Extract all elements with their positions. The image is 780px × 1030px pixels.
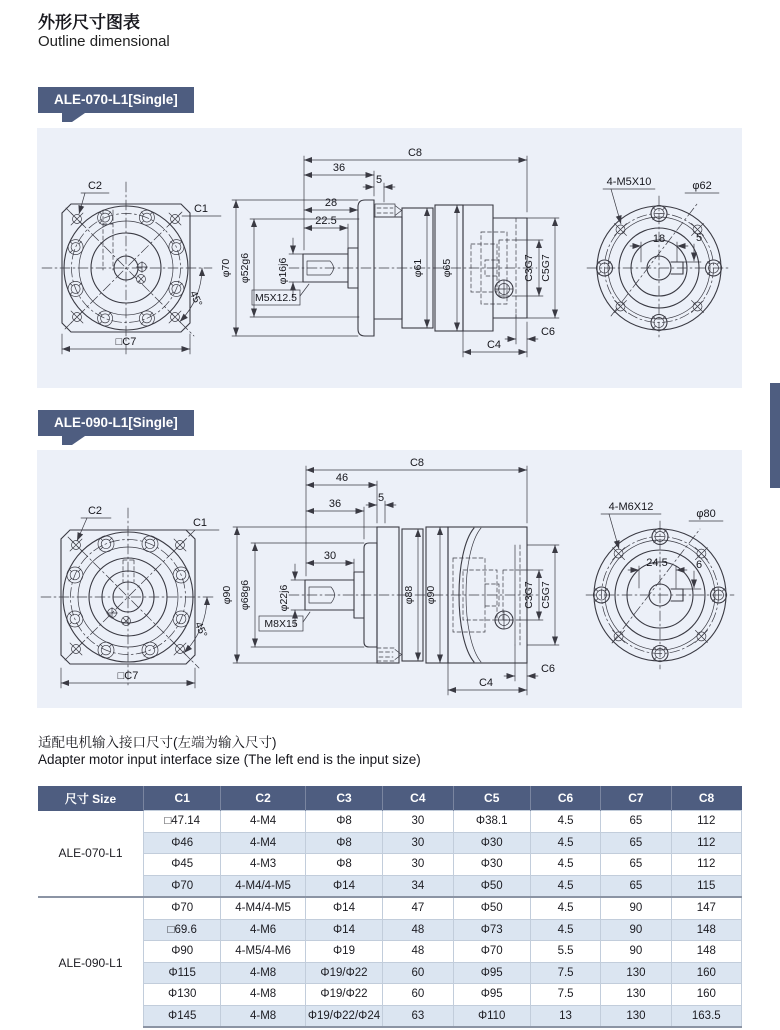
model-badge-090	[38, 410, 194, 436]
dim-tap: M8X15	[264, 618, 298, 630]
note-zh: 适配电机输入接口尺寸(左端为输入尺寸)	[38, 735, 277, 750]
table-cell: Φ30	[453, 832, 530, 854]
group-label: ALE-070-L1	[38, 811, 144, 898]
dim-c6: C6	[540, 663, 556, 675]
dim-body-dia1: φ61	[412, 258, 424, 278]
front-view-090	[41, 505, 219, 688]
dim-c4: C4	[478, 677, 494, 689]
table-cell: 4-M8	[221, 962, 305, 984]
table-cell: 4.5	[530, 875, 600, 897]
dim-body-dia2: φ90	[425, 585, 437, 605]
label-angle: 45°	[192, 620, 210, 640]
table-cell: 47	[383, 897, 453, 919]
page-title-zh: 外形尺寸图表	[38, 13, 140, 32]
table-cell: 115	[671, 875, 741, 897]
table-cell: 7.5	[530, 962, 600, 984]
table-cell: 4.5	[530, 897, 600, 919]
badge-tail	[62, 436, 85, 445]
dim-bore2: C5G7	[540, 254, 552, 282]
label-c7: □C7	[115, 336, 137, 348]
column-header: C4	[383, 786, 453, 811]
table-cell: 30	[383, 854, 453, 876]
table-cell: 65	[601, 832, 671, 854]
table-cell: 48	[383, 941, 453, 963]
model-badge-070	[38, 87, 194, 113]
drawing-panel-070	[37, 128, 742, 388]
rear-view-070	[587, 176, 731, 340]
drawing-panel-090	[37, 450, 742, 708]
table-cell: Φ145	[144, 1005, 221, 1027]
table-cell: 4.5	[530, 832, 600, 854]
table-cell: Φ8	[305, 811, 382, 833]
table-cell: Φ50	[453, 875, 530, 897]
label-c7: □C7	[117, 670, 139, 682]
dim-body-dia1: φ88	[403, 585, 415, 605]
dim-46: 46	[335, 472, 349, 484]
label-c2: C2	[87, 505, 103, 517]
dim-5: 5	[375, 174, 383, 186]
dim-key-6: 6	[695, 559, 703, 571]
table-cell: 60	[383, 962, 453, 984]
dim-bore1: C3G7	[523, 254, 535, 282]
table-cell: Φ73	[453, 919, 530, 941]
table-cell: Φ130	[144, 984, 221, 1006]
table-cell: 4-M4/4-M5	[221, 875, 305, 897]
table-cell: Φ45	[144, 854, 221, 876]
table-cell: 4.5	[530, 919, 600, 941]
dim-28: 28	[324, 197, 338, 209]
table-cell: □47.14	[144, 811, 221, 833]
column-header: C6	[530, 786, 600, 811]
table-row	[38, 962, 742, 984]
table-cell: Φ70	[453, 941, 530, 963]
table-cell: 13	[530, 1005, 600, 1027]
table-cell: 4-M4/4-M5	[221, 897, 305, 919]
size-column-header: 尺寸 Size	[38, 786, 144, 811]
label-c1: C1	[192, 517, 208, 529]
table-cell: 65	[601, 875, 671, 897]
table-cell: 90	[601, 919, 671, 941]
table-row	[38, 919, 742, 941]
column-header: C7	[601, 786, 671, 811]
table-cell: 4.5	[530, 854, 600, 876]
front-view-070	[42, 180, 221, 354]
table-cell: Φ95	[453, 984, 530, 1006]
dim-c8: C8	[409, 457, 425, 469]
label-angle: 45°	[187, 289, 205, 309]
column-header: C1	[144, 786, 221, 811]
badge-tail	[62, 113, 85, 122]
dim-24-5: 24.5	[646, 557, 668, 569]
table-cell: 160	[671, 984, 741, 1006]
dim-30: 30	[323, 550, 337, 562]
table-cell: 4-M4	[221, 811, 305, 833]
table-cell: 4-M8	[221, 1005, 305, 1027]
table-row	[38, 875, 742, 897]
dim-body-dia2: φ65	[441, 258, 453, 278]
page-edge-tab	[770, 383, 780, 488]
table-cell: 130	[601, 962, 671, 984]
table-row	[38, 832, 742, 854]
table-cell: Φ19/Φ22	[305, 962, 382, 984]
dim-36: 36	[332, 162, 346, 174]
table-cell: 4.5	[530, 811, 600, 833]
table-row	[38, 854, 742, 876]
dim-36: 36	[328, 498, 342, 510]
model-badge-070-label: ALE-070-L1[Single]	[54, 92, 178, 107]
rear-view-090	[586, 501, 734, 669]
table-cell: 60	[383, 984, 453, 1006]
table-cell: 48	[383, 919, 453, 941]
table-row	[38, 984, 742, 1006]
dim-5: 5	[377, 492, 385, 504]
table-row	[38, 941, 742, 963]
table-cell: Φ19	[305, 941, 382, 963]
table-cell: 4-M8	[221, 984, 305, 1006]
table-cell: 7.5	[530, 984, 600, 1006]
table-cell: Φ110	[453, 1005, 530, 1027]
table-cell: 90	[601, 897, 671, 919]
table-body	[38, 811, 742, 1028]
table-row	[38, 811, 742, 833]
dim-flange-dia: φ70	[220, 258, 232, 278]
dim-c6: C6	[540, 326, 556, 338]
table-cell: 160	[671, 962, 741, 984]
dim-pilot-dia: φ52g6	[239, 252, 251, 284]
table-cell: Φ14	[305, 897, 382, 919]
dim-flange-dia: φ90	[221, 585, 233, 605]
table-cell: 65	[601, 811, 671, 833]
dim-c8: C8	[407, 147, 423, 159]
table-cell: 148	[671, 941, 741, 963]
dim-22-5: 22.5	[315, 215, 337, 227]
side-view-070	[220, 147, 559, 357]
label-rear-dia: φ62	[692, 180, 712, 192]
dim-18: 18	[652, 233, 666, 245]
table-cell: 112	[671, 832, 741, 854]
table-row	[38, 897, 742, 919]
table-cell: Φ30	[453, 854, 530, 876]
table-cell: Φ50	[453, 897, 530, 919]
table-cell: 5.5	[530, 941, 600, 963]
dim-pilot-dia: φ68g6	[239, 579, 251, 611]
outline-drawing-070	[37, 128, 742, 388]
dim-tap: M5X12.5	[254, 292, 298, 304]
table-cell: Φ70	[144, 875, 221, 897]
dim-shaft-dia: φ16j6	[277, 257, 289, 285]
table-cell: 112	[671, 854, 741, 876]
table-cell: 90	[601, 941, 671, 963]
table-cell: Φ46	[144, 832, 221, 854]
dim-key-5: 5	[695, 232, 703, 244]
table-cell: 63	[383, 1005, 453, 1027]
note-en: Adapter motor input interface size (The left end is the input size)	[38, 752, 421, 767]
table-cell: Φ14	[305, 875, 382, 897]
dim-shaft-dia: φ22j6	[278, 584, 290, 612]
table-cell: Φ70	[144, 897, 221, 919]
dimension-table	[38, 786, 742, 1028]
outline-drawing-090	[37, 450, 742, 708]
label-c1: C1	[193, 203, 209, 215]
table-cell: 4-M4	[221, 832, 305, 854]
table-cell: Φ95	[453, 962, 530, 984]
model-badge-090-label: ALE-090-L1[Single]	[54, 415, 178, 430]
table-row	[38, 1005, 742, 1027]
table-cell: Φ14	[305, 919, 382, 941]
table-cell: Φ8	[305, 832, 382, 854]
table-cell: 148	[671, 919, 741, 941]
table-cell: 30	[383, 832, 453, 854]
table-cell: Φ115	[144, 962, 221, 984]
column-header: C8	[671, 786, 741, 811]
label-bolts: 4-M6X12	[608, 501, 654, 513]
side-view-090	[221, 457, 559, 695]
table-cell: 4-M3	[221, 854, 305, 876]
dim-bore2: C5G7	[540, 581, 552, 609]
table-cell: 163.5	[671, 1005, 741, 1027]
table-cell: 147	[671, 897, 741, 919]
table-cell: 34	[383, 875, 453, 897]
table-cell: 4-M6	[221, 919, 305, 941]
dim-c4: C4	[486, 339, 502, 351]
group-label: ALE-090-L1	[38, 897, 144, 1027]
table-cell: 130	[601, 1005, 671, 1027]
table-cell: 30	[383, 811, 453, 833]
table-cell: Φ8	[305, 854, 382, 876]
table-header-row	[38, 786, 742, 811]
label-bolts: 4-M5X10	[606, 176, 652, 188]
table-cell: 4-M5/4-M6	[221, 941, 305, 963]
table-cell: Φ90	[144, 941, 221, 963]
table-cell: □69.6	[144, 919, 221, 941]
label-c2: C2	[87, 180, 103, 192]
label-rear-dia: φ80	[696, 508, 716, 520]
page-title-en: Outline dimensional	[38, 33, 170, 50]
column-header: C5	[453, 786, 530, 811]
table-cell: 130	[601, 984, 671, 1006]
table-cell: 112	[671, 811, 741, 833]
table-cell: Φ19/Φ22/Φ24	[305, 1005, 382, 1027]
column-header: C2	[221, 786, 305, 811]
table-cell: Φ19/Φ22	[305, 984, 382, 1006]
column-header: C3	[305, 786, 382, 811]
table-cell: 65	[601, 854, 671, 876]
table-cell: Φ38.1	[453, 811, 530, 833]
dim-bore1: C3G7	[523, 581, 535, 609]
